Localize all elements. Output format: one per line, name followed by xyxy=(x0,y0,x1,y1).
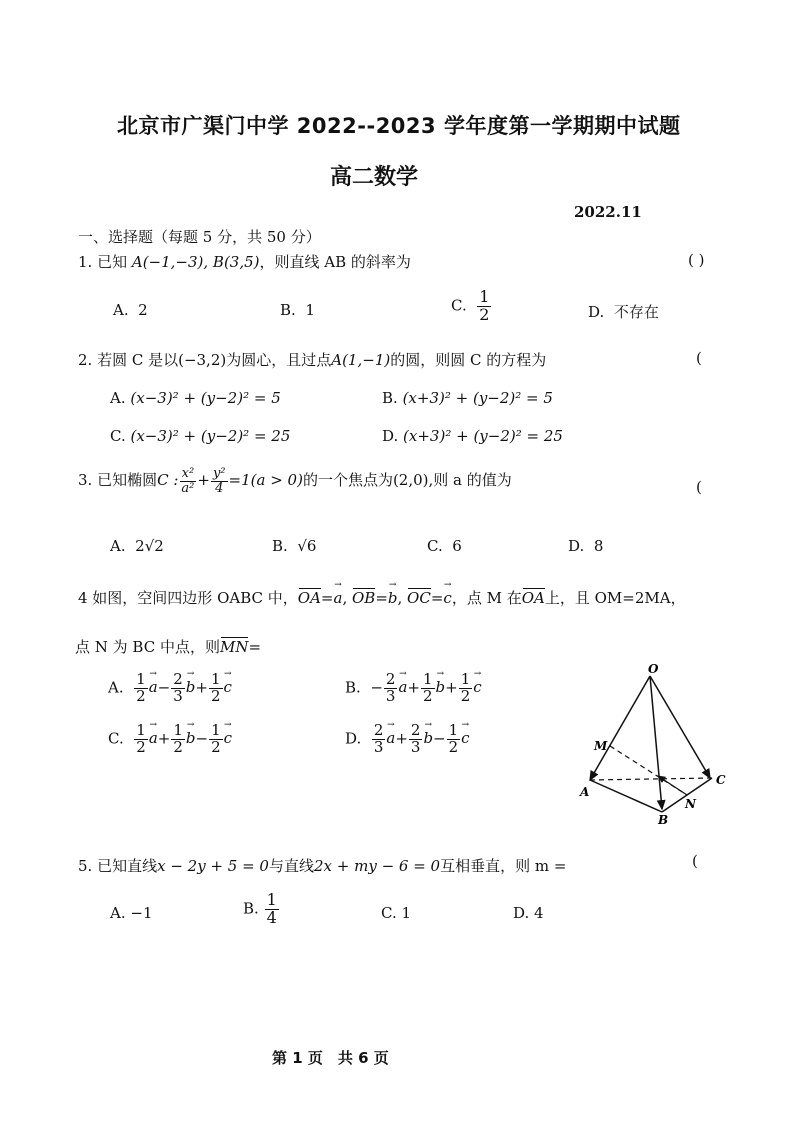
q5-option-c: C. 1 xyxy=(381,904,412,922)
q4-option-a: A. $\frac{1}{2}$ a →− $\frac{2}{3}$ b →+ $\frac{1}{2}$ c → xyxy=(108,672,232,705)
page-number: 第 1 页 共 6 页 xyxy=(272,1049,389,1067)
label-o: O xyxy=(648,662,659,676)
answer-paren-3: ( xyxy=(696,478,702,496)
q1-option-a: A. 2 xyxy=(113,301,148,319)
q4-option-d: D. $\frac{2}{3}$ a →+ $\frac{2}{3}$ b →− $\frac{1}{2}$ c → xyxy=(345,723,470,756)
q3-option-b: B. √6 xyxy=(272,537,317,555)
q2-option-a: A. (x−3)² + (y−2)² = 5 xyxy=(110,389,281,407)
edge-ab xyxy=(590,780,662,812)
label-n: N xyxy=(685,797,696,811)
question-4-stem-line-2: 点 N 为 BC 中点，则MN= xyxy=(75,638,262,656)
q4-option-c: C. $\frac{1}{2}$ a →+ $\frac{1}{2}$ b →− $\frac{1}{2}$ c → xyxy=(108,723,232,756)
answer-paren-5: ( xyxy=(692,852,698,870)
q3-option-c: C. 6 xyxy=(427,537,462,555)
section-heading: 一、选择题（每题 5 分，共 50 分） xyxy=(78,228,321,246)
question-2-stem: 2. 若圆 C 是以(−3,2)为圆心，且过点A(1,−1)的圆，则圆 C 的方程为 xyxy=(78,351,547,369)
edge-ob xyxy=(650,676,662,809)
edge-oa xyxy=(590,676,650,780)
q3-option-d: D. 8 xyxy=(568,537,604,555)
answer-paren-2: ( xyxy=(696,349,702,367)
tetrahedron-figure xyxy=(570,662,750,832)
q3-option-a: A. 2√2 xyxy=(110,537,164,555)
label-c: C xyxy=(716,773,726,787)
question-5-stem: 5. 已知直线x − 2y + 5 = 0与直线2x + my − 6 = 0互相垂直，则 m = xyxy=(78,857,567,875)
edge-oc xyxy=(650,676,710,778)
edge-ac-hidden xyxy=(590,778,712,780)
q5-option-b: B. $\frac{1}{4}$ xyxy=(243,890,277,927)
q4-option-b: B. − $\frac{2}{3}$ a →+ $\frac{1}{2}$ b →+ $\frac{1}{2}$ c → xyxy=(345,672,482,705)
question-4-stem-line-1: 4 如图，空间四边形 OABC 中，OA=a →, OB=b →, OC=c →，点 M 在OA上，且 OM=2MA， xyxy=(78,587,686,608)
question-1-stem: 1. 已知 A(−1,−3), B(3,5)，则直线 AB 的斜率为 xyxy=(78,253,411,271)
exam-title: 北京市广渠门中学 2022--2023 学年度第一学期期中试题 xyxy=(117,114,681,138)
q2-option-b: B. (x+3)² + (y−2)² = 5 xyxy=(382,389,553,407)
q2-option-c: C. (x−3)² + (y−2)² = 25 xyxy=(110,427,291,445)
q1-option-d: D. 不存在 xyxy=(588,303,659,321)
question-3-stem: 3. 已知椭圆C : $\frac{\text{x²}}{\text{a²}}$ + $\frac{\text{y²}}{4}$ =1(a > 0)的一个焦点为(2,0),则 a 的值为 xyxy=(78,466,512,496)
exam-date: 2022.11 xyxy=(574,203,642,221)
label-b: B xyxy=(658,813,669,827)
q5-option-d: D. 4 xyxy=(513,904,544,922)
label-m: M xyxy=(594,739,608,753)
q5-option-a: A. −1 xyxy=(110,904,153,922)
q2-option-d: D. (x+3)² + (y−2)² = 25 xyxy=(382,427,563,445)
q1-option-c: C. $\frac{1}{2}$ xyxy=(451,287,490,324)
exam-subject: 高二数学 xyxy=(330,165,419,190)
label-a: A xyxy=(580,785,590,799)
q1-option-b: B. 1 xyxy=(280,301,315,319)
answer-paren-1: ( ) xyxy=(688,251,705,269)
